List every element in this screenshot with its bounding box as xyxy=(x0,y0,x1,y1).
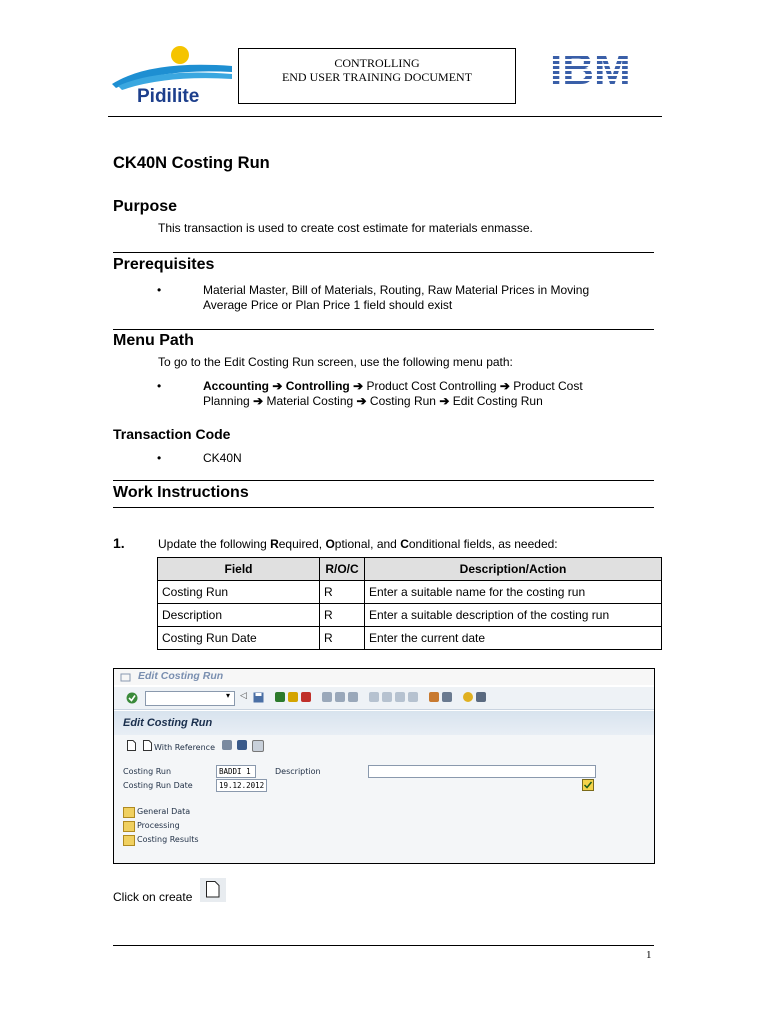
with-reference-button[interactable]: With Reference xyxy=(154,743,215,752)
sap-toolbar xyxy=(114,687,654,710)
costing-run-date-label: Costing Run Date xyxy=(123,781,193,790)
work-instructions-heading: Work Instructions xyxy=(113,484,249,501)
table-cell: Costing Run xyxy=(158,581,320,604)
ibm-logo xyxy=(548,46,654,93)
bullet-dot: • xyxy=(157,283,162,297)
step-number: 1. xyxy=(113,535,125,551)
ibm-logo-text: IBM xyxy=(550,46,631,88)
bullet-dot: • xyxy=(157,451,162,465)
transaction-code-value: CK40N xyxy=(203,451,242,465)
table-cell: Enter the current date xyxy=(365,627,662,650)
sap-window-title-bar xyxy=(114,669,654,685)
table-cell: Enter a suitable description of the costing run xyxy=(365,604,662,627)
sap-screen-title: Edit Costing Run xyxy=(123,717,213,729)
column-header: Field xyxy=(158,558,320,581)
back-icon[interactable] xyxy=(275,692,285,702)
command-field[interactable] xyxy=(145,691,235,706)
arrow-icon: ➔ xyxy=(439,394,450,408)
column-header: R/O/C xyxy=(320,558,365,581)
divider xyxy=(113,252,654,253)
path-product-cost: Product Cost xyxy=(513,379,583,393)
find-icon[interactable] xyxy=(335,692,345,702)
description-label: Description xyxy=(275,767,321,776)
window-menu-icon[interactable] xyxy=(120,672,132,682)
column-header: Description/Action xyxy=(365,558,662,581)
tree-node-general-data[interactable]: General Data xyxy=(137,807,191,816)
create-icon[interactable] xyxy=(127,740,136,751)
path-material-costing: Material Costing xyxy=(266,394,354,408)
arrow-icon: ➔ xyxy=(253,394,264,408)
header-rule xyxy=(108,116,662,117)
arrow-icon: ➔ xyxy=(356,394,367,408)
header-line-1: CONTROLLING xyxy=(334,56,420,70)
help-icon[interactable] xyxy=(463,692,473,702)
step-text: Update the following Required, Optional, and Conditional fields, as needed: xyxy=(158,537,558,551)
table-row xyxy=(158,604,662,627)
page-title: CK40N Costing Run xyxy=(113,154,270,172)
delete-icon[interactable] xyxy=(252,740,264,752)
table-row xyxy=(158,581,662,604)
costing-run-label: Costing Run xyxy=(123,767,172,776)
prerequisites-heading: Prerequisites xyxy=(113,256,215,273)
arrow-icon: ➔ xyxy=(353,379,364,393)
previous-page-icon[interactable] xyxy=(382,692,392,702)
divider xyxy=(113,507,654,508)
path-edit-costing-run: Edit Costing Run xyxy=(452,394,543,408)
folder-icon xyxy=(123,821,135,832)
cancel-icon[interactable] xyxy=(301,692,311,702)
date-check-icon[interactable] xyxy=(582,779,594,791)
arrow-icon: ➔ xyxy=(272,379,283,393)
table-cell: R xyxy=(320,604,365,627)
header-line-2: END USER TRAINING DOCUMENT xyxy=(281,70,473,84)
exit-icon[interactable] xyxy=(288,692,298,702)
prereq-line-2: Average Price or Plan Price 1 field should exist xyxy=(203,298,453,312)
menu-path-heading: Menu Path xyxy=(113,332,194,349)
table-cell: Description xyxy=(158,604,320,627)
sap-screen-body xyxy=(114,735,654,863)
path-costing-run: Costing Run xyxy=(369,394,436,408)
back-arrow-icon[interactable]: ◁ xyxy=(240,690,247,700)
click-create-text: Click on create xyxy=(113,890,193,904)
prereq-line-1: Material Master, Bill of Materials, Routing, Raw Material Prices in Moving xyxy=(203,283,590,297)
sap-screenshot xyxy=(113,668,655,864)
table-row xyxy=(158,627,662,650)
new-session-icon[interactable] xyxy=(429,692,439,702)
purpose-heading: Purpose xyxy=(113,198,178,215)
fields-table xyxy=(157,557,662,650)
costing-run-date-input[interactable]: 19.12.2012 xyxy=(216,779,267,792)
create-icon xyxy=(206,881,220,898)
page-number: 1 xyxy=(646,949,652,961)
path-accounting: Accounting xyxy=(203,379,269,393)
folder-icon xyxy=(123,807,135,818)
first-page-icon[interactable] xyxy=(369,692,379,702)
divider xyxy=(113,329,654,330)
arrow-icon: ➔ xyxy=(499,379,510,393)
create-with-reference-icon[interactable] xyxy=(143,740,152,751)
layout-menu-icon[interactable] xyxy=(476,692,486,702)
path-planning: Planning xyxy=(203,394,250,408)
last-page-icon[interactable] xyxy=(408,692,418,702)
logo-text: Pidilite xyxy=(137,86,200,107)
path-product-cost-controlling: Product Cost Controlling xyxy=(366,379,497,393)
dropdown-arrow-icon[interactable]: ▾ xyxy=(226,691,231,700)
purpose-text: This transaction is used to create cost estimate for materials enmasse. xyxy=(158,221,533,235)
tree-node-costing-results[interactable]: Costing Results xyxy=(137,835,199,844)
transaction-code-heading: Transaction Code xyxy=(113,426,231,442)
next-page-icon[interactable] xyxy=(395,692,405,702)
table-cell: Enter a suitable name for the costing run xyxy=(365,581,662,604)
display-icon[interactable] xyxy=(237,740,247,750)
sap-window-title: Edit Costing Run xyxy=(138,670,224,682)
change-icon[interactable] xyxy=(222,740,232,750)
tree-node-processing[interactable]: Processing xyxy=(137,821,180,830)
divider xyxy=(113,480,654,481)
shortcut-icon[interactable] xyxy=(442,692,452,702)
find-next-icon[interactable] xyxy=(348,692,358,702)
footer-rule xyxy=(113,945,654,946)
costing-run-input[interactable]: BADDI 1 xyxy=(216,765,256,778)
table-cell: Costing Run Date xyxy=(158,627,320,650)
table-cell: R xyxy=(320,627,365,650)
sap-screen-header xyxy=(114,711,654,735)
enter-check-icon[interactable] xyxy=(126,692,138,704)
folder-icon xyxy=(123,835,135,846)
ibm-logo-graphic xyxy=(548,46,654,88)
description-input[interactable] xyxy=(368,765,596,778)
table-header-row xyxy=(158,558,662,581)
save-icon[interactable] xyxy=(253,692,264,703)
path-controlling: Controlling xyxy=(285,379,350,393)
print-icon[interactable] xyxy=(322,692,332,702)
table-cell: R xyxy=(320,581,365,604)
bullet-dot: • xyxy=(157,379,162,393)
header-title-box xyxy=(238,48,516,104)
menu-path-intro: To go to the Edit Costing Run screen, use the following menu path: xyxy=(158,355,513,369)
create-icon-illustration xyxy=(200,878,226,902)
